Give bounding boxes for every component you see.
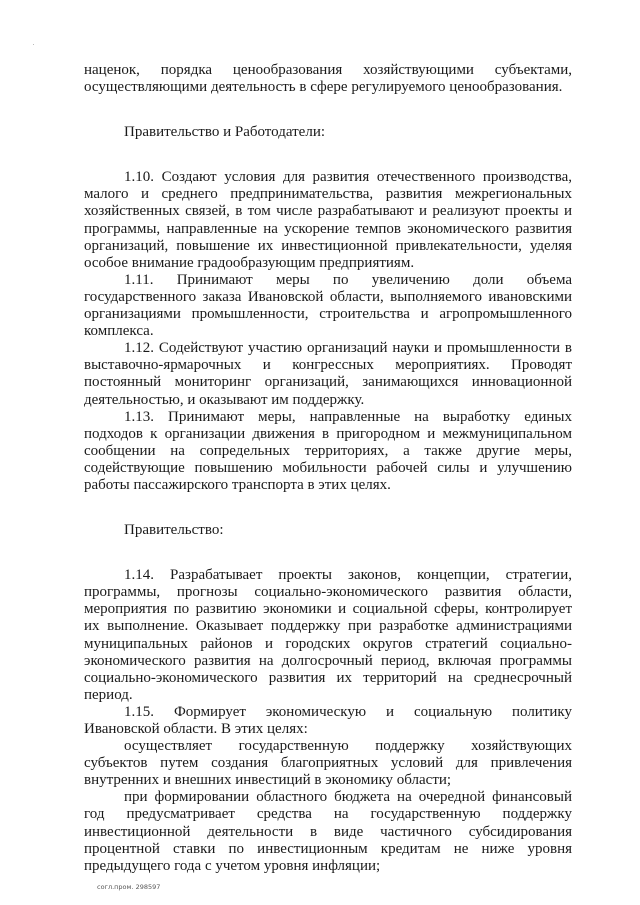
text-line: организациями промышленности, строительства и агропромышленного (84, 306, 572, 323)
text-line: малого и среднего предпринимательства, развития межрегиональных (84, 186, 572, 203)
text-line: при формировании областного бюджета на очередной финансовый (124, 789, 572, 806)
text-line: 1.12. Содействуют участию организаций науки и промышленности в (124, 340, 572, 357)
text-line: процентной ставки по инвестиционным кредитам не ниже уровня (84, 840, 572, 857)
paragraph-1-10 (84, 169, 572, 272)
text-line: особое внимание градообразующим предприятиям. (84, 254, 415, 271)
paragraph-1-13 (84, 409, 572, 494)
text-line: государственного заказа Ивановской области, выполняемого ивановскими (84, 288, 572, 305)
text-line: организаций, повышение их инвестиционной привлекательности, уделяя (84, 237, 572, 254)
text-line: 1.15. Формирует экономическую и социальную политику (124, 703, 572, 720)
heading-gov-employers: Правительство и Работодатели: (124, 124, 326, 141)
text-line: Ивановской области. В этих целях: (84, 721, 308, 737)
text-line: социально-экономического развития их территорий на среднесрочный (84, 669, 572, 686)
text-line: хозяйственных связей, в том числе разрабатывают и реализуют проекты и (84, 203, 572, 220)
text-line: выставочно-ярмарочных и конгрессных мероприятиях. Проводят (84, 357, 572, 374)
footer-document-id: согл.пром. 298597 (97, 883, 161, 891)
paragraph-1-12 (84, 340, 572, 408)
text-line: 1.10. Создают условия для развития отечественного производства, (124, 169, 572, 186)
paragraph-budget (84, 789, 572, 874)
paragraph-1-11 (84, 272, 572, 340)
text-line: 1.11. Принимают меры по увеличению доли объема (124, 271, 572, 288)
text-line: их выполнение. Оказывает поддержку при разработке администрациями (84, 618, 572, 635)
text-line: осуществляет государственную поддержку хозяйствующих (124, 738, 572, 755)
text-line: сообщении на сопредельных территориях, а также другие меры, (84, 442, 572, 459)
text-line: муниципальных районов и городских округов стратегий социально- (84, 635, 572, 652)
text-line: работы пассажирского транспорта в этих целях. (84, 476, 391, 493)
text-line: экономического развития на долгосрочный период, включая программы (84, 652, 572, 669)
document-page (84, 62, 572, 875)
heading-gov: Правительство: (124, 522, 224, 539)
text-line: предыдущего года с учетом уровня инфляции; (84, 857, 381, 874)
paragraph-support (84, 738, 572, 789)
paragraph-1-15 (84, 704, 572, 738)
text-line: внутренних и внешних инвестиций в экономику области; (84, 772, 452, 789)
text-line: программы, направленные на ускорение темпов экономического развития (84, 220, 572, 237)
top-paragraph (84, 62, 572, 96)
text-line: наценок, порядка ценообразования хозяйствующими субъектами, (84, 62, 572, 78)
text-line: осуществляющими деятельность в сфере регулируемого ценообразования. (84, 79, 563, 96)
text-line: инвестиционной деятельности в виде частичного субсидирования (84, 823, 572, 840)
paragraph-1-14 (84, 567, 572, 704)
text-line: содействующие повышению мобильности рабочей силы и улучшению (84, 459, 572, 476)
scan-mark (33, 44, 34, 45)
text-line: постоянный мониторинг организаций, занимающихся инновационной (84, 374, 572, 391)
text-line: год предусматривает средства на государственную поддержку (84, 806, 572, 823)
text-line: деятельностью, и оказывают им поддержку. (84, 391, 365, 408)
text-line: комплекса. (84, 323, 154, 340)
text-line: 1.13. Принимают меры, направленные на выработку единых (124, 408, 572, 425)
text-line: 1.14. Разрабатывает проекты законов, концепции, стратегии, (124, 567, 572, 584)
text-line: программы, прогнозы социально-экономического развития области, (84, 584, 572, 601)
text-line: субъектов путем создания благоприятных условий для привлечения (84, 755, 572, 772)
text-line: период. (84, 686, 133, 703)
text-line: подходов к организации движения в пригородном и межмуниципальном (84, 425, 572, 442)
text-line: мероприятия по развитию экономики и социальной сферы, контролирует (84, 601, 572, 618)
